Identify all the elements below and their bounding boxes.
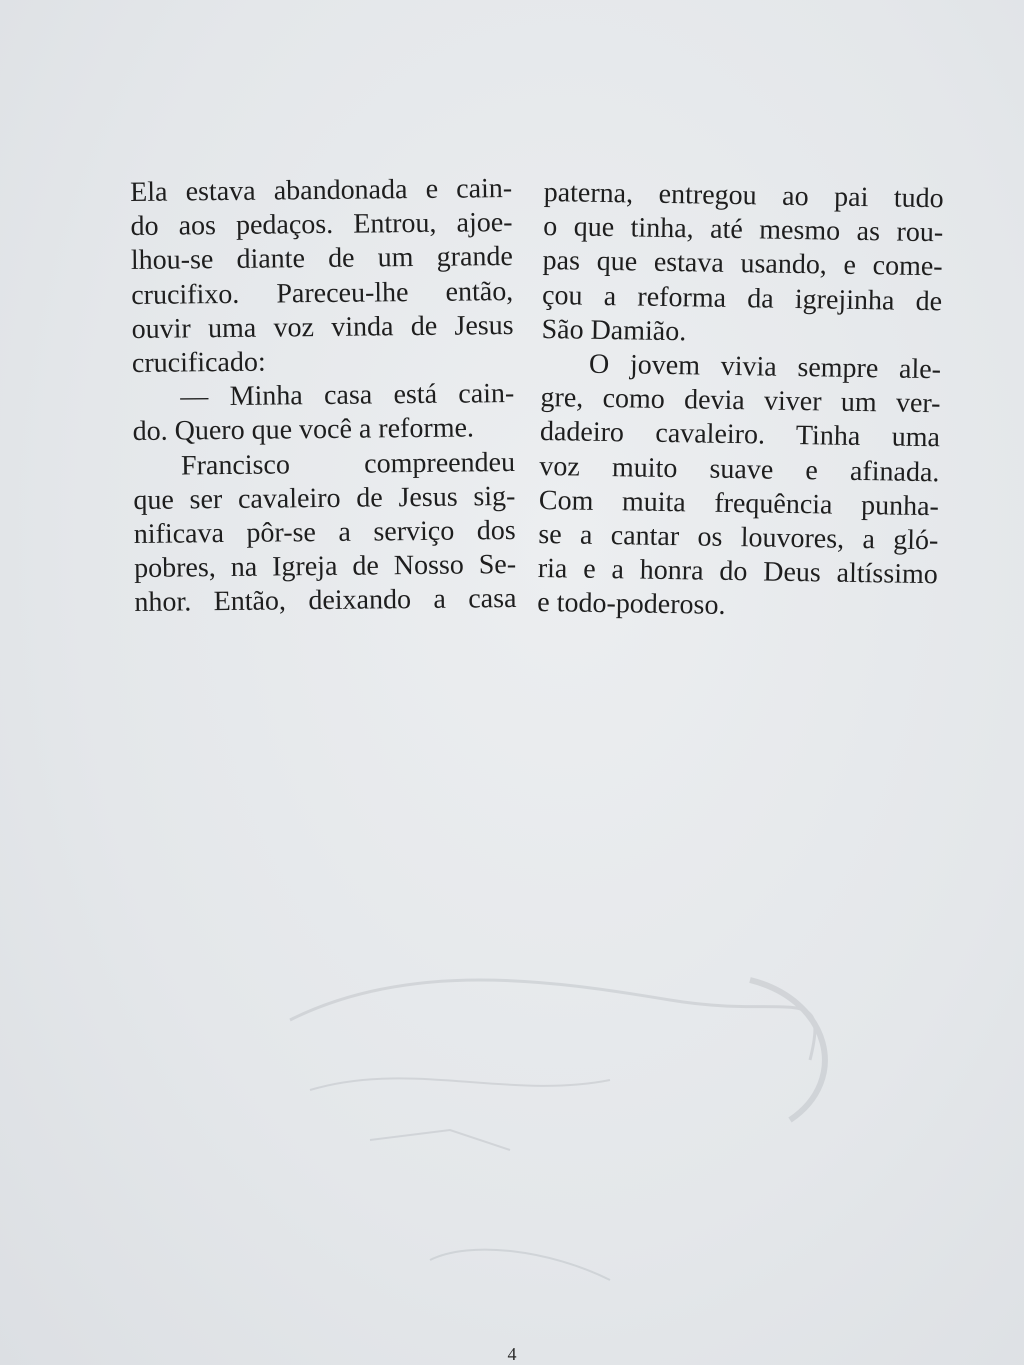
text-line: Ela estava abandonada e cain- <box>130 172 513 208</box>
text-line: O jovem vivia sempre ale- <box>588 348 942 386</box>
text-line: do. Quero que você a reforme. <box>132 412 475 448</box>
text-line: do aos pedaços. Entrou, ajoe- <box>130 207 513 243</box>
text-line: e todo-poderoso. <box>537 587 726 622</box>
text-line: gre, como devia viver um ver- <box>540 382 941 420</box>
text-line: o que tinha, até mesmo as rou- <box>542 211 944 249</box>
show-through-illustration <box>250 940 850 1320</box>
text-line: voz muito suave e afinada. <box>539 450 940 488</box>
text-line: pobres, na Igreja de Nosso Se- <box>133 549 517 585</box>
text-line: São Damião. <box>541 313 687 348</box>
text-line: crucificado: <box>131 346 266 380</box>
text-line: paterna, entregou ao pai tudo <box>543 176 944 215</box>
text-line: — Minha casa está cain- <box>180 378 515 413</box>
text-line: nhor. Então, deixando a casa <box>134 583 517 619</box>
text-line: crucifixo. Pareceu-lhe então, <box>131 275 514 311</box>
text-line: nificava pôr-se a serviço dos <box>133 515 516 551</box>
text-line: ouvir uma voz vinda de Jesus <box>131 309 514 345</box>
text-line: çou a reforma da igrejinha de <box>541 279 943 317</box>
text-line: se a cantar os louvores, a gló- <box>538 518 939 557</box>
text-line: Com muita frequência punha- <box>538 484 940 523</box>
text-line: pas que estava usando, e come- <box>542 245 943 283</box>
left-text-column <box>130 172 517 621</box>
text-line: que ser cavaleiro de Jesus sig- <box>133 480 516 516</box>
text-line: lhou-se diante de um grande <box>130 241 514 277</box>
text-line: ria e a honra do Deus altíssimo <box>537 553 939 591</box>
right-text-column <box>537 176 944 627</box>
text-line: dadeiro cavaleiro. Tinha uma <box>539 416 941 454</box>
page-number: 4 <box>507 1344 517 1364</box>
text-line: Francisco compreendeu <box>180 446 516 482</box>
